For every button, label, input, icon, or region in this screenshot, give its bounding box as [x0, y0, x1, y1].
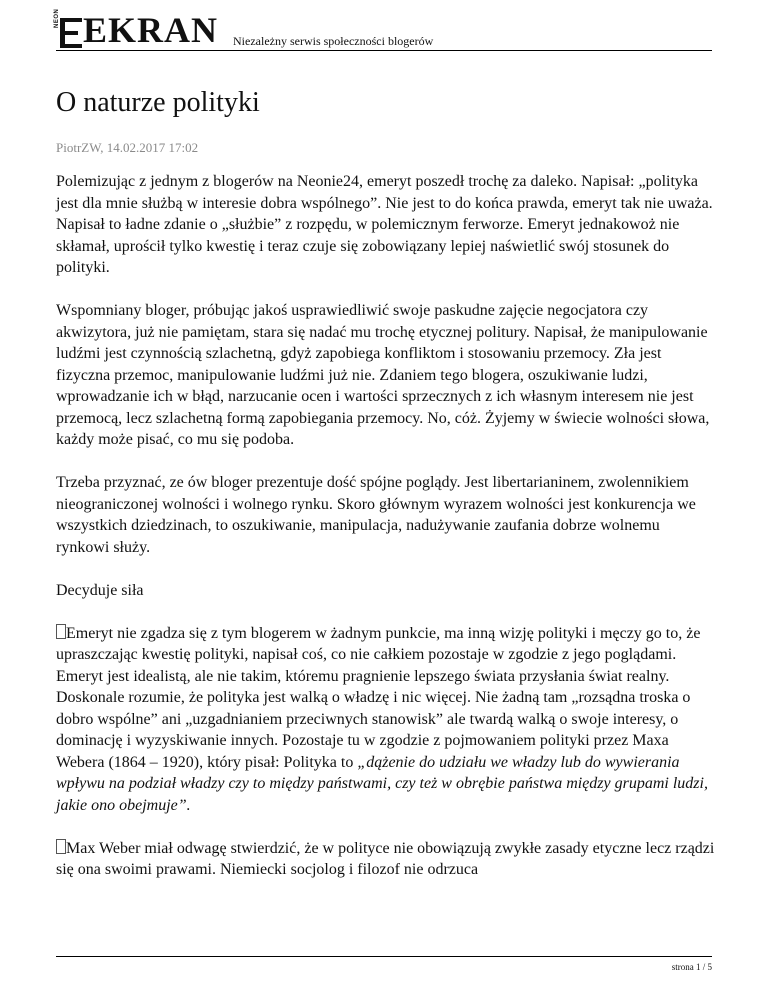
subheading: Decyduje siła [56, 581, 144, 599]
missing-glyph-icon [56, 839, 66, 854]
site-header [54, 8, 712, 51]
paragraph-5 [56, 838, 716, 881]
logo-mark-text: NEON [54, 8, 60, 28]
missing-glyph-icon [56, 624, 66, 639]
logo-text: EKRAN [83, 10, 219, 50]
weber-quote: „dążenie do udziału we władzy lub do wywierania wpływu na podział władzy czy to między państwami, czy też w obrębie państwa między grupami ludzi, jakie ono obejmuje”. [56, 753, 708, 814]
paragraph-4-text: Emeryt nie zgadza się z tym blogerem w żadnym punkcie, ma inną wizję polityki i męczy go to, że upraszczając kwestię polityki, napisał coś, co nie całkiem pozostaje w zgodzie z jego poglądami. Emeryt jest idealistą, ale nie takim, któremu pragnienie lepszego świata przysłania świat realny. Doskonale rozumie, że polityka jest walką o władzę i nic więcej. Nie żadną tam „rozsądna troska o dobro wspólne” ani „uzgadnianiem przeciwnych stanowisk” ale twardą walką o swoje interesy, o dominację i wyzyskiwanie innych. Pozostaje tu w zgodzie z pojmowaniem polityki przez Maxa Webera (1864 – 1920), który pisał: Polityka to [56, 624, 701, 771]
page-number: strona 1 / 5 [671, 962, 712, 972]
ekran-logo[interactable] [54, 8, 219, 50]
paragraph-2: Wspomniany bloger, próbując jakoś usprawiedliwić swoje paskudne zajęcie negocjatora czy akwizytora, już nie pamiętam, stara się nadać mu trochę etycznej politury. Napisał, że manipulowanie ludźmi jest czynnością szlachetną, gdyż zapobiega konfliktom i stosowaniu przemocy. Zła jest fizyczna przemoc, manipulowanie ludźmi już nie. Zdaniem tego blogera, oszukiwanie ludzi, wprowadzanie ich w błąd, narzucanie ocen i wartości sprzecznych z ich własnym interesem nie jest przemocą, lecz szlachetną formą zapobiegania przemocy. No, cóż. Żyjemy w świecie wolności słowa, każdy może pisać, co mu się podoba. [56, 302, 710, 448]
article-title: O naturze polityki [56, 87, 260, 118]
paragraph-4 [56, 623, 716, 817]
paragraph-1: Polemizując z jednym z blogerów na Neonie24, emeryt poszedł trochę za daleko. Napisał: „polityka jest dla mnie służbą w interesie dobra wspólnego”. Nie jest to do końca prawda, emeryt tak nie uważa. Napisał to ładne zdanie o „służbie” z rozpędu, w polemicznym ferworze. Emeryt jednakowoż nie skłamał, uprościł tylko kwestię i teraz czuje się zobowiązany lepiej naświetlić swój stosunek do polityki. [56, 173, 713, 276]
article-body [56, 171, 716, 902]
footer-rule [56, 956, 712, 957]
article-meta: PiotrZW, 14.02.2017 17:02 [56, 140, 199, 155]
site-tagline: Niezależny serwis społeczności blogerów [233, 34, 434, 48]
paragraph-5-text: Max Weber miał odwagę stwierdzić, że w polityce nie obowiązują zwykłe zasady etyczne lecz rządzi się ona swoimi prawami. Niemiecki socjolog i filozof nie odrzuca [56, 839, 715, 878]
logo-mark-icon [54, 8, 82, 48]
paragraph-3: Trzeba przyznać, ze ów bloger prezentuje dość spójne poglądy. Jest libertarianinem, zwolennikiem nieograniczonej wolności i wolnego rynku. Skoro głównym wyrazem wolności jest konkurencja we wszystkich dziedzinach, to oszukiwanie, manipulacja, nadużywanie zaufania dobrze wolnemu rynkowi służy. [56, 474, 696, 556]
